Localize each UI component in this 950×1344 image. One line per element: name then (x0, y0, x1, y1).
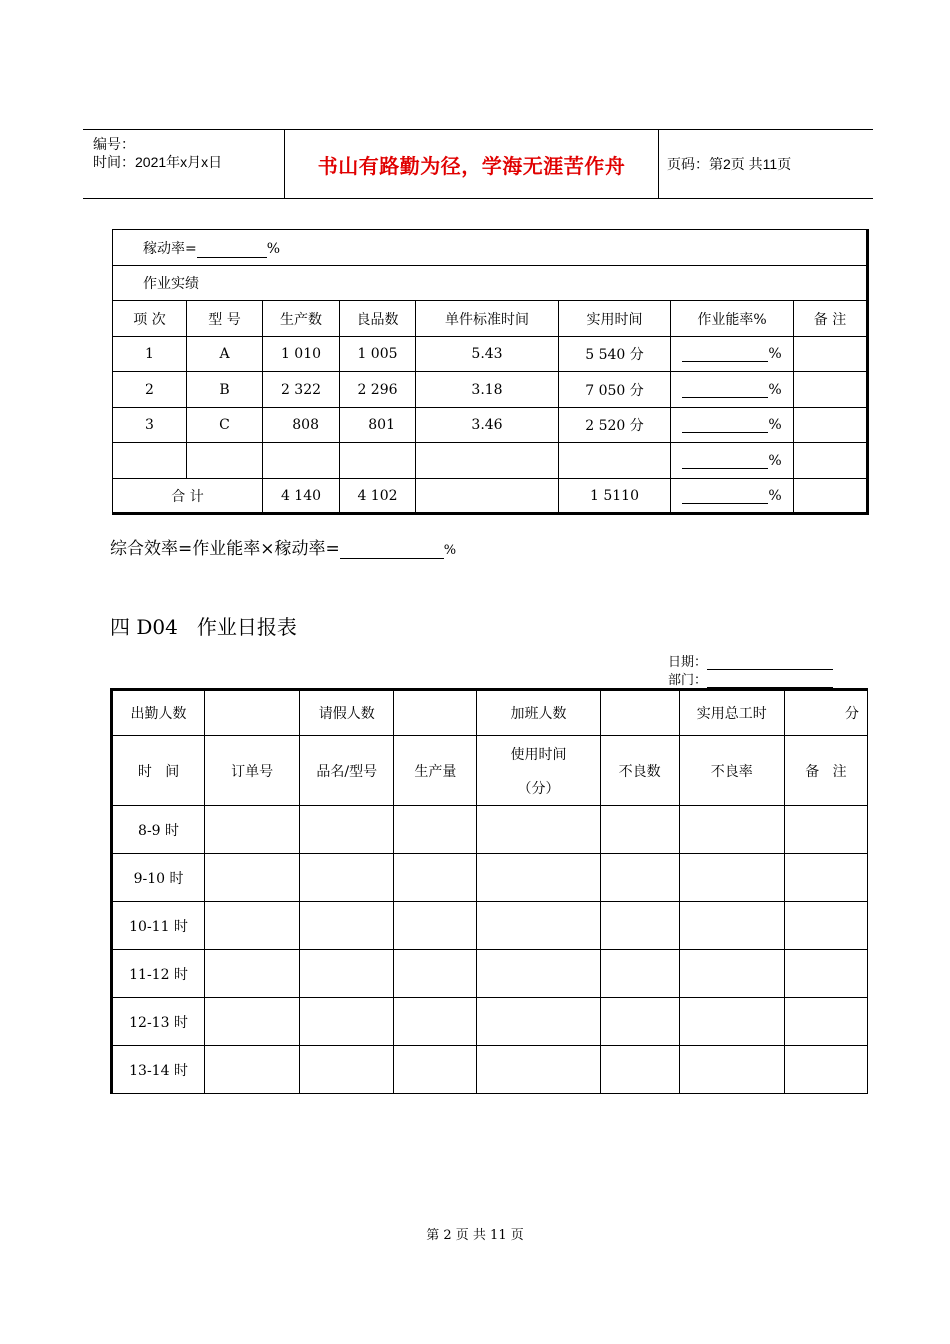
empty-cell (394, 806, 477, 854)
time-slot: 8-9 时 (112, 806, 205, 854)
time-slot: 11-12 时 (112, 950, 205, 998)
empty-cell (784, 902, 867, 950)
cell-actual-time: 7 050 分 (559, 372, 671, 408)
empty-cell (784, 950, 867, 998)
total-rate (671, 479, 794, 514)
empty-cell (477, 854, 600, 902)
rate-blank (682, 468, 768, 469)
cell-actual-time (559, 443, 671, 479)
col-header-remarks: 备 注 (784, 736, 867, 806)
table-row (112, 902, 868, 950)
rate-percent: % (768, 417, 782, 433)
cell-output: 1 010 (263, 337, 340, 372)
total-good: 4 102 (340, 479, 416, 514)
header-info-cell (83, 130, 285, 198)
cell-remarks (794, 337, 868, 372)
cell-remarks (794, 408, 868, 443)
cell-good: 801 (340, 408, 416, 443)
attendance-label: 出勤人数 (112, 690, 205, 736)
col-header: 备 注 (794, 301, 868, 337)
rate-blank (682, 503, 768, 504)
table-row (113, 372, 868, 408)
col-header: 良品数 (340, 301, 416, 337)
cell-std-time: 3.46 (416, 408, 559, 443)
overall-efficiency-formula (110, 534, 456, 559)
actual-hours-unit: 分 (784, 690, 867, 736)
empty-cell (300, 950, 394, 998)
empty-cell (784, 998, 867, 1046)
empty-cell (300, 902, 394, 950)
empty-cell (300, 854, 394, 902)
dept-meta (668, 669, 833, 688)
overtime-value (600, 690, 679, 736)
table-row (112, 950, 868, 998)
time-slot: 9-10 时 (112, 854, 205, 902)
cell-output: 808 (263, 408, 340, 443)
empty-cell (679, 950, 784, 998)
total-output: 4 140 (263, 479, 340, 514)
empty-cell (300, 998, 394, 1046)
empty-cell (784, 854, 867, 902)
cell-no: 2 (113, 372, 187, 408)
mobility-row (113, 230, 868, 266)
time-slot: 13-14 时 (112, 1046, 205, 1094)
page-footer: 第 2 页 共 11 页 (426, 1228, 524, 1243)
rate-blank (682, 432, 768, 433)
time-slot: 10-11 时 (112, 902, 205, 950)
empty-cell (205, 806, 300, 854)
rate-percent: % (768, 346, 782, 362)
cell-no: 3 (113, 408, 187, 443)
col-header: 生产数 (263, 301, 340, 337)
usage-time-unit: （分） (517, 780, 560, 797)
performance-table (112, 229, 869, 515)
cell-rate (671, 408, 794, 443)
leave-value (394, 690, 477, 736)
attendance-value (205, 690, 300, 736)
col-header: 型 号 (187, 301, 263, 337)
table-row (113, 443, 868, 479)
cell-rate (671, 372, 794, 408)
empty-cell (679, 902, 784, 950)
actual-hours-label: 实用总工时 (679, 690, 784, 736)
mobility-blank (197, 257, 267, 258)
empty-cell (205, 854, 300, 902)
formula-blank (340, 558, 444, 559)
empty-cell (300, 806, 394, 854)
rate-percent: % (768, 452, 782, 469)
cell-output: 2 322 (263, 372, 340, 408)
cell-rate (671, 337, 794, 372)
formula-percent: % (443, 543, 457, 558)
empty-cell (477, 998, 600, 1046)
cell-model (187, 443, 263, 479)
cell-std-time: 5.43 (416, 337, 559, 372)
rate-percent: % (768, 381, 782, 398)
formula-text: 综合效率=作业能率×稼动率= (110, 539, 340, 559)
table-row (113, 408, 868, 443)
cell-model: C (187, 408, 263, 443)
total-label: 合 计 (113, 479, 263, 514)
empty-cell (600, 806, 679, 854)
mobility-percent: % (266, 240, 281, 257)
page-label: 页码：第2页 共11页 (667, 156, 792, 172)
col-header-time: 时 间 (112, 736, 205, 806)
col-header: 作业能率% (671, 301, 794, 337)
col-header-defect-rate: 不良率 (679, 736, 784, 806)
dept-meta-label: 部门： (668, 673, 708, 688)
empty-cell (205, 950, 300, 998)
mobility-label: 稼动率= (143, 240, 197, 257)
header-row (112, 736, 868, 806)
col-header-order: 订单号 (205, 736, 300, 806)
leave-label: 请假人数 (300, 690, 394, 736)
cell-actual-time: 2 520 分 (559, 408, 671, 443)
date-meta-label: 日期： (668, 655, 708, 670)
empty-cell (205, 1046, 300, 1094)
cell-model: A (187, 337, 263, 372)
col-header-output: 生产量 (394, 736, 477, 806)
empty-cell (205, 902, 300, 950)
empty-cell (600, 854, 679, 902)
motto-text: 书山有路勤为径，学海无涯苦作舟 (317, 155, 626, 178)
empty-cell (679, 806, 784, 854)
cell-remarks (794, 443, 868, 479)
number-label: 编号： (93, 136, 135, 152)
empty-cell (784, 1046, 867, 1094)
total-std-time (416, 479, 559, 514)
cell-model: B (187, 372, 263, 408)
empty-cell (394, 902, 477, 950)
empty-cell (784, 806, 867, 854)
empty-cell (600, 1046, 679, 1094)
rate-blank (682, 361, 768, 362)
empty-cell (205, 998, 300, 1046)
header-page-cell (659, 130, 873, 198)
empty-cell (300, 1046, 394, 1094)
empty-cell (394, 998, 477, 1046)
col-header-defects: 不良数 (600, 736, 679, 806)
cell-actual-time: 5 540 分 (559, 337, 671, 372)
empty-cell (600, 998, 679, 1046)
table-row (112, 1046, 868, 1094)
summary-row (112, 690, 868, 736)
cell-std-time (416, 443, 559, 479)
empty-cell (477, 1046, 600, 1094)
cell-good (340, 443, 416, 479)
usage-time-label: 使用时间 (510, 746, 567, 763)
total-remarks (794, 479, 868, 514)
document-header (83, 129, 873, 199)
overtime-label: 加班人数 (477, 690, 600, 736)
cell-remarks (794, 372, 868, 408)
cell-std-time: 3.18 (416, 372, 559, 408)
cell-no (113, 443, 187, 479)
total-actual-time: 1 5110 (559, 479, 671, 514)
total-row (113, 479, 868, 514)
empty-cell (679, 998, 784, 1046)
table-header-row (113, 301, 868, 337)
empty-cell (679, 1046, 784, 1094)
empty-cell (600, 902, 679, 950)
col-header: 项 次 (113, 301, 187, 337)
col-header-product: 品名/型号 (300, 736, 394, 806)
empty-cell (679, 854, 784, 902)
daily-report-table (110, 688, 868, 1094)
empty-cell (600, 950, 679, 998)
rate-percent: % (768, 487, 782, 504)
cell-output (263, 443, 340, 479)
col-header: 单件标准时间 (416, 301, 559, 337)
section-title: 四 D04 作业日报表 (110, 615, 297, 639)
date-meta (668, 651, 833, 670)
col-header-usage-time (477, 736, 600, 806)
cell-good: 1 005 (340, 337, 416, 372)
empty-cell (394, 1046, 477, 1094)
cell-rate (671, 443, 794, 479)
empty-cell (477, 902, 600, 950)
col-header: 实用时间 (559, 301, 671, 337)
performance-label: 作业实绩 (113, 266, 868, 301)
header-motto-cell (285, 130, 659, 198)
table-row (112, 998, 868, 1046)
rate-blank (682, 397, 768, 398)
empty-cell (394, 950, 477, 998)
table-row (113, 337, 868, 372)
empty-cell (394, 854, 477, 902)
date-label: 时间：2021年x月x日 (93, 154, 223, 170)
table-row (112, 806, 868, 854)
time-slot: 12-13 时 (112, 998, 205, 1046)
empty-cell (477, 950, 600, 998)
cell-good: 2 296 (340, 372, 416, 408)
empty-cell (477, 806, 600, 854)
table-row (112, 854, 868, 902)
cell-no: 1 (113, 337, 187, 372)
